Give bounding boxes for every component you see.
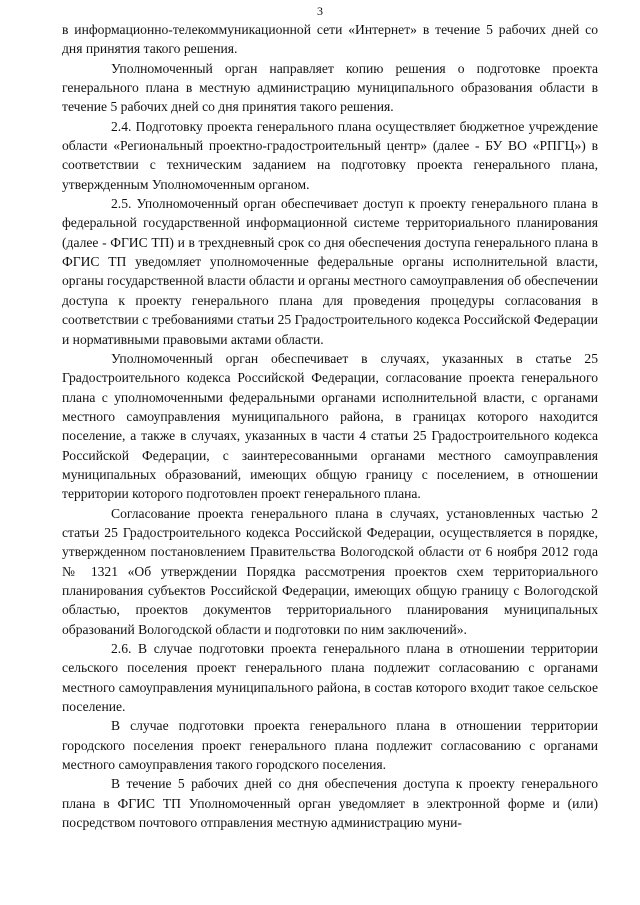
paragraph-approval-cases: Уполномоченный орган обеспечивает в случаях, указанных в статье 25 Градостроительного кодекса Российской Федерации, согласование проекта генерального плана с уполномоченными федеральными органами исполнительной власти, с органами местного самоуправления муниципального района, в границах которого находится поселение, а также в случаях, указанных в части 4 статьи 25 Градостроительного кодекса Российской Федерации, с заинтересованными органами местного самоуправления муниципальных образований, имеющих общую границу с поселением, в отношении территории которого подготовлен проект генерального плана. — [62, 350, 598, 502]
paragraph-2-4: 2.4. Подготовку проекта генерального плана осуществляет бюджетное учреждение области «Региональный проектно-градостроительный центр» (далее - БУ ВО «РПГЦ») в соответствии с техническим заданием на подготовку проекта генерального плана, утвержденным Уполномоченным органом. — [62, 118, 598, 192]
paragraph-2-6: 2.6. В случае подготовки проекта генерального плана в отношении территории сельского поселения проект генерального плана подлежит согласованию с органами местного самоуправления муниципального района, в состав которого входит такое сельское поселение. — [62, 641, 598, 715]
paragraph-copy-of-decision: Уполномоченный орган направляет копию решения о подготовке проекта генерального плана в местную администрацию муниципального образования области в течение 5 рабочих дней со дня принятия такого решения. — [62, 60, 598, 115]
document-body — [62, 20, 598, 832]
paragraph-notification: В течение 5 рабочих дней со дня обеспечения доступа к проекту генерального плана в ФГИС ТП Уполномоченный орган уведомляет в электронной форме и (или) посредством почтового отправления местную администрацию муни- — [62, 776, 598, 831]
paragraph-2-5: 2.5. Уполномоченный орган обеспечивает доступ к проекту генерального плана в федеральной государственной информационной системе территориального планирования (далее - ФГИС ТП) и в трехдневный срок со дня обеспечения доступа генерального плана в ФГИС ТП уведомляет уполномоченные федеральные органы исполнительной власти, органы государственной власти области и органы местного самоуправления об обеспечении доступа к проекту генерального плана для проведения процедуры согласования в соответствии с требованиями статьи 25 Градостроительного кодекса Российской Федерации и нормативными правовыми актами области. — [62, 196, 598, 347]
paragraph-approval-procedure: Согласование проекта генерального плана в случаях, установленных частью 2 статьи 25 Градостроительного кодекса Российской Федерации, осуществляется в порядке, утвержденном постановлением Правительства Вологодской области от 6 ноября 2012 года № 1321 «Об утверждении Порядка рассмотрения проектов схем территориального планирования субъектов Российской Федерации, имеющих общую границу с Вологодской областью, проектов документов территориального планирования муниципальных образований Вологодской области и подготовки по ним заключений». — [62, 505, 598, 637]
paragraph-urban-settlement: В случае подготовки проекта генерального плана в отношении территории городского поселения проект генерального плана подлежит согласованию с органами местного самоуправления такого городского поселения. — [62, 718, 598, 773]
page-number: 3 — [317, 4, 323, 18]
paragraph-continuation: в информационно-телекоммуникационной сети «Интернет» в течение 5 рабочих дней со дня принятия такого решения. — [62, 22, 598, 57]
